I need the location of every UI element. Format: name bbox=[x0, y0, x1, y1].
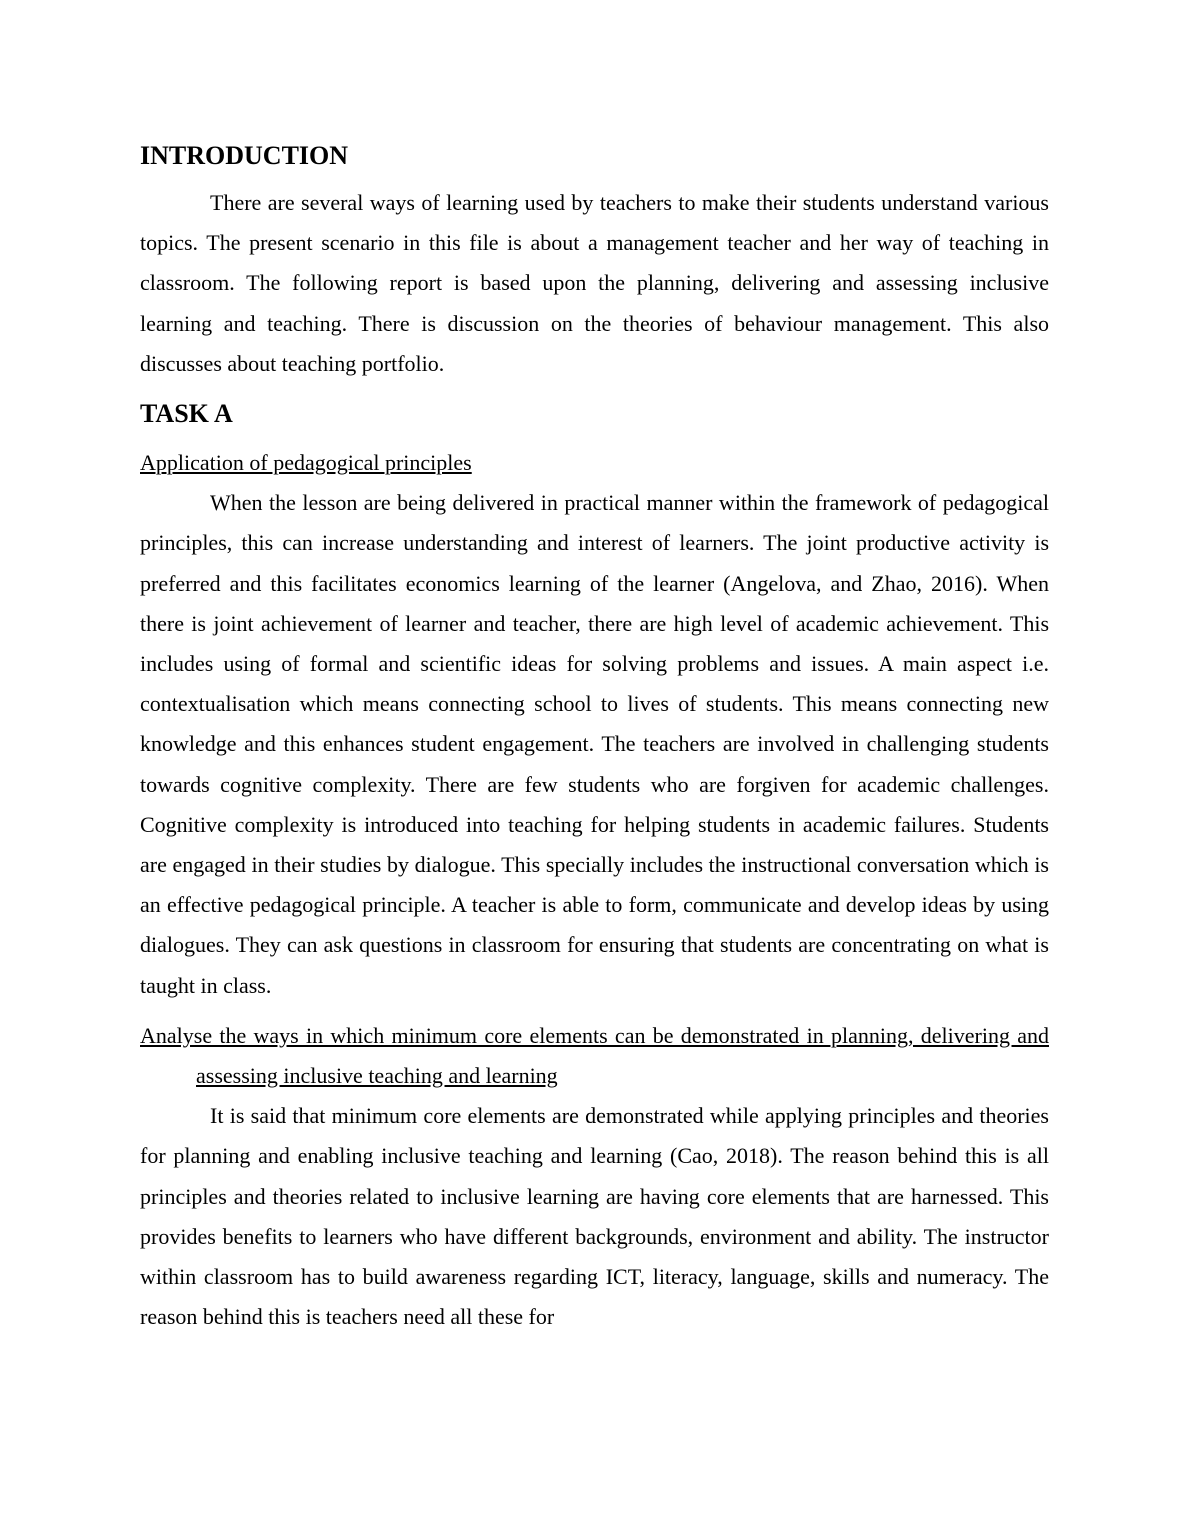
minimum-core-elements-paragraph: It is said that minimum core elements are demonstrated while applying principles and theories for planning and enabling inclusive teaching and learning (Cao, 2018). The reason behind this is all principles and theories related to inclusive learning are having core elements that are harnessed. This provides benefits to learners who have different backgrounds, environment and ability. The instructor within classroom has to build awareness regarding ICT, literacy, language, skills and numeracy. The reason behind this is teachers need all these for bbox=[140, 1103, 1049, 1330]
task-a-heading: TASK A bbox=[140, 399, 233, 429]
pedagogical-principles-subheading: Application of pedagogical principles bbox=[140, 450, 472, 476]
minimum-core-elements-subheading: Analyse the ways in which minimum core elements can be demonstrated in planning, delivering and assessing inclusive teaching and learning bbox=[140, 1022, 1049, 1089]
introduction-paragraph: There are several ways of learning used by teachers to make their students understand various topics. The present scenario in this file is about a management teacher and her way of teaching in classroom. The following report is based upon the planning, delivering and assessing inclusive learning and teaching. There is discussion on the theories of behaviour management. This also discusses about teaching portfolio. bbox=[140, 190, 1049, 376]
document-page bbox=[140, 140, 1049, 1337]
pedagogical-principles-paragraph: When the lesson are being delivered in practical manner within the framework of pedagogical principles, this can increase understanding and interest of learners. The joint productive activity is preferred and this facilitates economics learning of the learner (Angelova, and Zhao, 2016). When there is joint achievement of learner and teacher, there are high level of academic achievement. This includes using of formal and scientific ideas for solving problems and issues. A main aspect i.e. contextualisation which means connecting school to lives of students. This means connecting new knowledge and this enhances student engagement. The teachers are involved in challenging students towards cognitive complexity. There are few students who are forgiven for academic challenges. Cognitive complexity is introduced into teaching for helping students in academic failures. Students are engaged in their studies by dialogue. This specially includes the instructional conversation which is an effective pedagogical principle. A teacher is able to form, communicate and develop ideas by using dialogues. They can ask questions in classroom for ensuring that students are concentrating on what is taught in class. bbox=[140, 490, 1049, 998]
introduction-heading: INTRODUCTION bbox=[140, 141, 349, 170]
